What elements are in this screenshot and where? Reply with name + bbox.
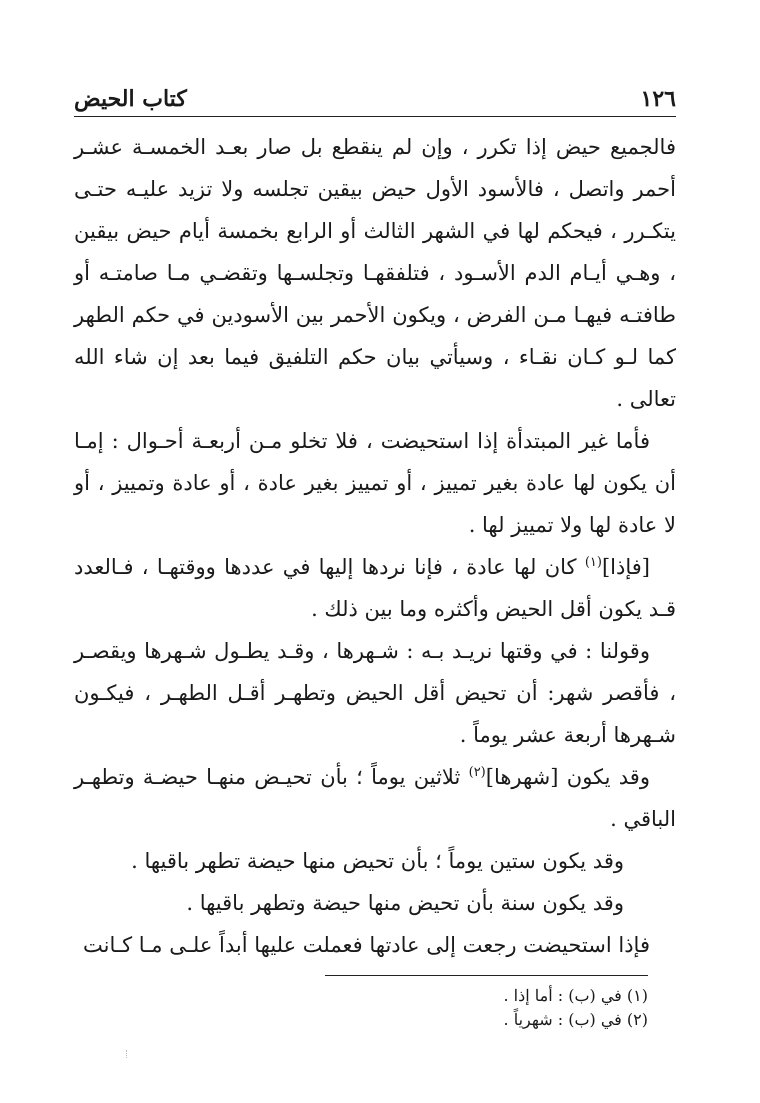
paragraph-3-rest: كان لها عادة ، فإنا نردها إليها في عددها ووقتهـا ، فـالعدد قـد يكون أقل الحيض وأكثره وما بين ذلك .: [74, 555, 676, 621]
paragraph-5-lead: وقد يكون [شهرها]: [485, 765, 650, 789]
paragraph-5-rest: ثلاثين يوماً ؛ بأن تحيـض منهـا حيضـة وتطهـر الباقي .: [74, 765, 676, 831]
running-header: [74, 80, 676, 112]
footnote-mark-1: (١): [584, 555, 602, 570]
footnote-rule: [325, 975, 648, 976]
paragraph-7: وقد يكون سنة بأن تحيض منها حيضة وتطهر باقيها .: [186, 891, 624, 915]
paragraph-1: فالجميع حيض إذا تكرر ، وإن لم ينقطع بل صار بعـد الخمسـة عشـر أحمر واتصل ، فالأسود الأول حيض بيقين تجلسه ولا تزيد عليـه حتـى يتكـرر ، فيحكم لها في الشهر الثالث أو الرابع بخمسة أيام حيض بيقين ، وهـي أيـام الدم الأسـود ، فتلفقهـا وتجلسـها وتقضـي مـا صامتـه أو طافتـه فيهـا مـن الفرض ، ويكون الأحمر بين الأسودين في حكم الطهر كما لـو كـان نقـاء ، وسيأتي بيان حكم التلفيق فيما بعد إن شاء الله تعالى .: [74, 135, 676, 411]
paragraph-3-lead: [فإذا]: [601, 555, 650, 579]
footnote-mark-2: (٢): [468, 765, 486, 780]
paragraph-3: [74, 546, 676, 630]
paragraph-2: فأما غير المبتدأة إذا استحيضت ، فلا تخلو مـن أربعـة أحـوال : إمـا أن يكون لها عادة بغير تمييز ، أو تمييز بغير عادة ، أو عادة وتمييز ، أو لا عادة لها ولا تمييز لها .: [74, 429, 676, 537]
page-number: ١٢٦: [640, 86, 676, 112]
paragraph-8: فإذا استحيضت رجعت إلى عادتها فعملت عليها أبداً علـى مـا كـانت: [83, 933, 650, 957]
footnote-1: (١) في (ب) : أما إذا .: [503, 986, 648, 1005]
footnote-2: (٢) في (ب) : شهرياً .: [503, 1010, 648, 1029]
footnotes: [325, 984, 648, 1032]
header-rule: [74, 116, 676, 117]
paragraph-6: وقد يكون ستين يوماً ؛ بأن تحيض منها حيضة تطهر باقيها .: [131, 849, 624, 873]
margin-mark: [126, 1050, 129, 1058]
paragraph-5: [74, 756, 676, 840]
main-text: [74, 126, 676, 966]
paragraph-4: وقولنا : في وقتها نريـد بـه : شـهرها ، وقـد يطـول شـهرها ويقصـر ، فأقصر شهر: أن تحيض أقل الحيض وتطهـر أقـل الطهـر ، فيكـون شـهرها أربعة عشر يوماً .: [74, 639, 676, 747]
chapter-title: كتاب الحيض: [74, 86, 187, 112]
